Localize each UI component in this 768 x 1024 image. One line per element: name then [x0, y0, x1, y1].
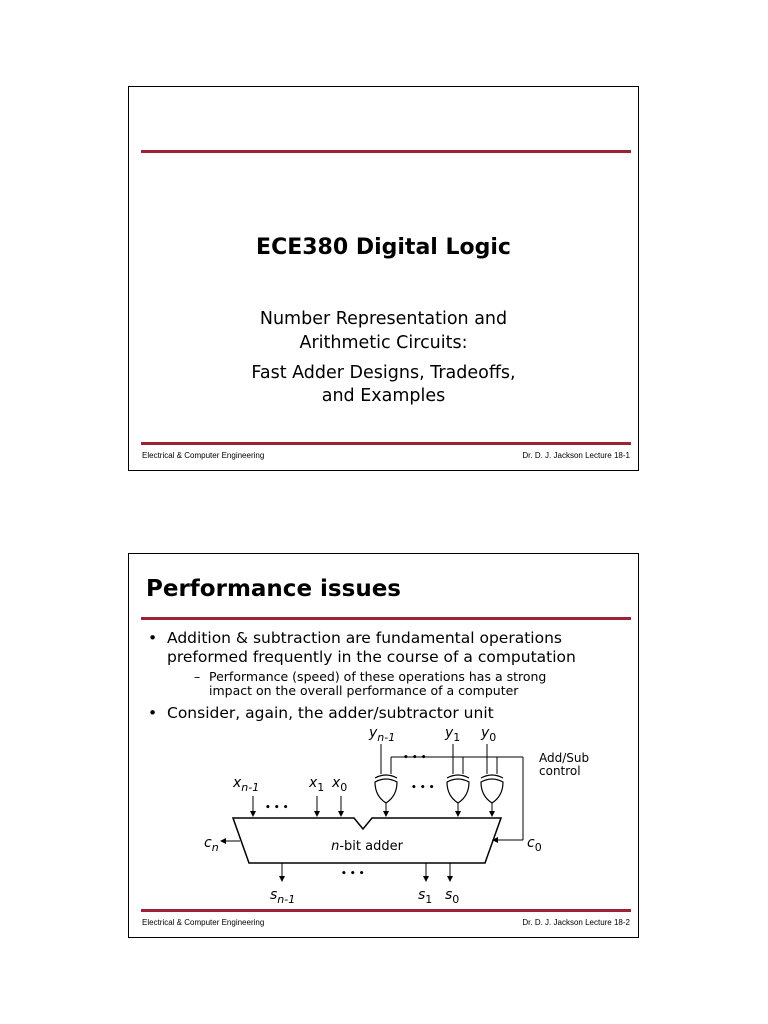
bullet-dot: • — [148, 704, 158, 722]
addsub-label: Add/Sub control — [539, 751, 590, 778]
slide-1-top-rule — [141, 150, 631, 153]
slide-1-title: ECE380 Digital Logic — [256, 235, 511, 260]
slide-1-footer-left: Electrical & Computer Engineering — [142, 451, 265, 460]
label-s-0: $s_0$ — [445, 887, 460, 906]
bullet-1-line-2: preformed frequently in the course of a computation — [167, 648, 576, 666]
slide-1-subtitle-line-4: and Examples — [321, 386, 446, 406]
subbullet-line-1: – Performance (speed) of these operations has a strong — [194, 669, 547, 684]
label-y-1: $y_1$ — [445, 725, 461, 744]
slide-1-subtitle-line-1: Number Representation and — [259, 309, 508, 329]
slide-1-footer-right: Dr. D. J. Jackson Lecture 18-1 — [522, 451, 630, 460]
slide-1-subtitle-line-3: Fast Adder Designs, Tradeoffs, — [251, 363, 516, 383]
ellipsis-y-top: • • • — [403, 753, 427, 763]
bullet-1-line-1: • Addition & subtraction are fundamental operations — [148, 629, 562, 647]
subbullet-dash: – — [194, 669, 201, 684]
adder-subtractor-diagram — [129, 554, 637, 914]
label-cn: $c_n$ — [204, 835, 219, 854]
label-x-n-1: $x_{n-1}$ — [233, 775, 260, 794]
label-x-0: $x_0$ — [332, 775, 348, 794]
bullet-dot: • — [148, 629, 158, 647]
slide-2-footer-left: Electrical & Computer Engineering — [142, 918, 265, 927]
label-s-1: $s_1$ — [418, 887, 433, 906]
slide-1 — [128, 86, 639, 471]
slide-1-bottom-rule — [141, 442, 631, 445]
label-s-n-1: $s_{n-1}$ — [270, 887, 296, 906]
label-y-n-1: $y_{n-1}$ — [369, 725, 396, 744]
xor-gate-1 — [447, 744, 469, 816]
label-x-1: $x_1$ — [309, 775, 325, 794]
adder-label: n-bit adder — [331, 839, 403, 854]
ellipsis-s: • • • — [341, 869, 365, 879]
slide-2-footer-right: Dr. D. J. Jackson Lecture 18-2 — [522, 918, 630, 927]
label-c0: $c_0$ — [527, 835, 542, 854]
ellipsis-x: • • • — [265, 803, 289, 813]
ellipsis-y-mid: • • • — [411, 783, 435, 793]
xor-gate-n-1 — [375, 744, 397, 816]
subbullet-line-2: impact on the overall performance of a computer — [209, 683, 519, 698]
bullet-2-line-1: • Consider, again, the adder/subtractor unit — [148, 704, 494, 722]
slide-1-subtitle-line-2: Arithmetic Circuits: — [299, 333, 468, 353]
label-y-0: $y_0$ — [481, 725, 497, 744]
slide-2-title: Performance issues — [146, 576, 401, 602]
slide-2 — [128, 553, 639, 938]
xor-gate-0 — [481, 744, 503, 816]
slide-2-bottom-rule — [141, 909, 631, 912]
